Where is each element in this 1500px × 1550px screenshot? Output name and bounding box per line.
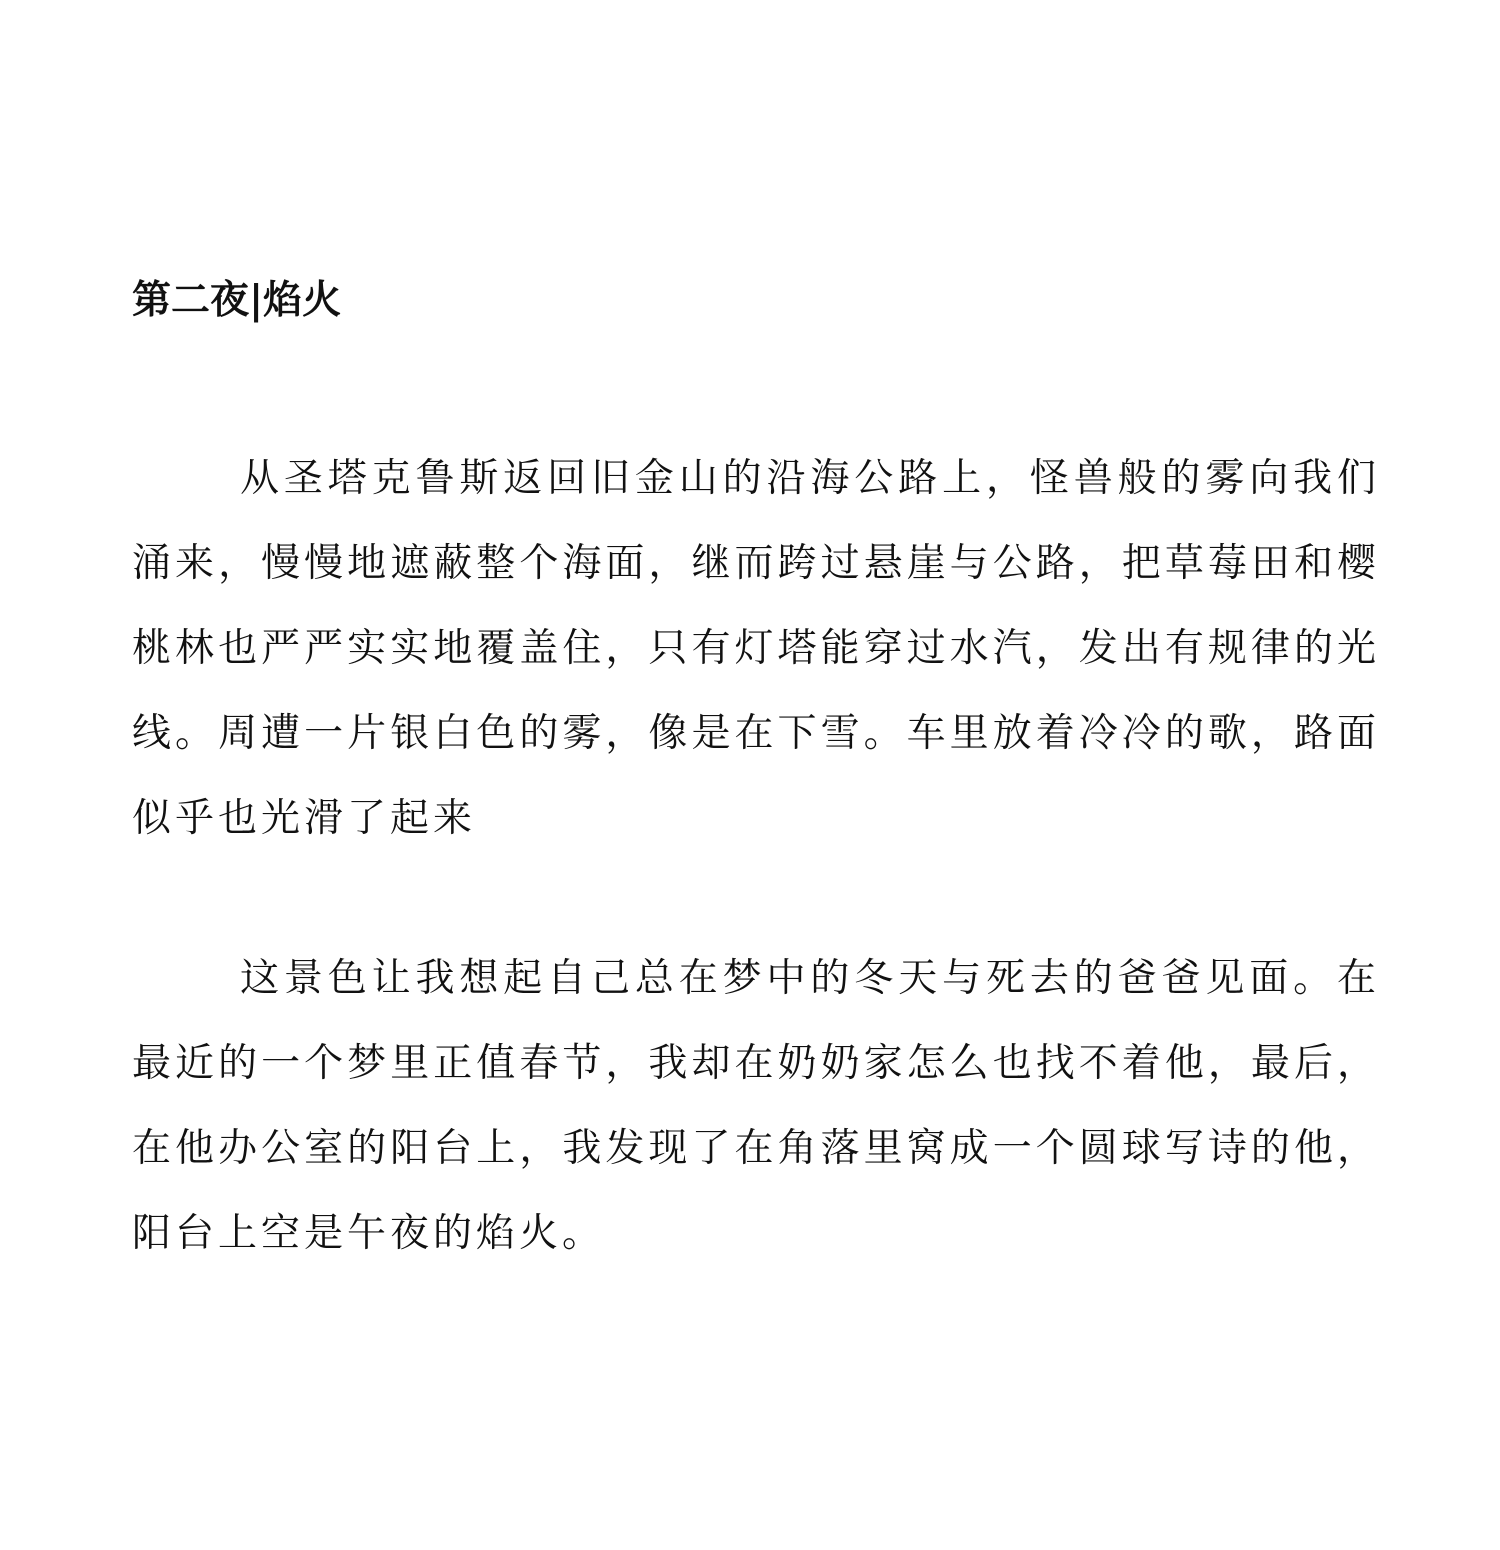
paragraph-1: 从圣塔克鲁斯返回旧金山的沿海公路上，怪兽般的雾向我们涌来，慢慢地遮蔽整个海面，继而跨过悬崖与公路，把草莓田和樱桃林也严严实实地覆盖住，只有灯塔能穿过水汽，发出有规律的光线。周遭一片银白色的雾，像是在下雪。车里放着冷冷的歌，路面似乎也光滑了起来 <box>132 456 1380 841</box>
paragraph-2: 这景色让我想起自己总在梦中的冬天与死去的爸爸见面。在最近的一个梦里正值春节，我却在奶奶家怎么也找不着他，最后，在他办公室的阳台上，我发现了在角落里窝成一个圆球写诗的他，阳台上空是午夜的焰火。 <box>132 956 1380 1256</box>
document-title: 第二夜|焰火 <box>132 277 342 324</box>
